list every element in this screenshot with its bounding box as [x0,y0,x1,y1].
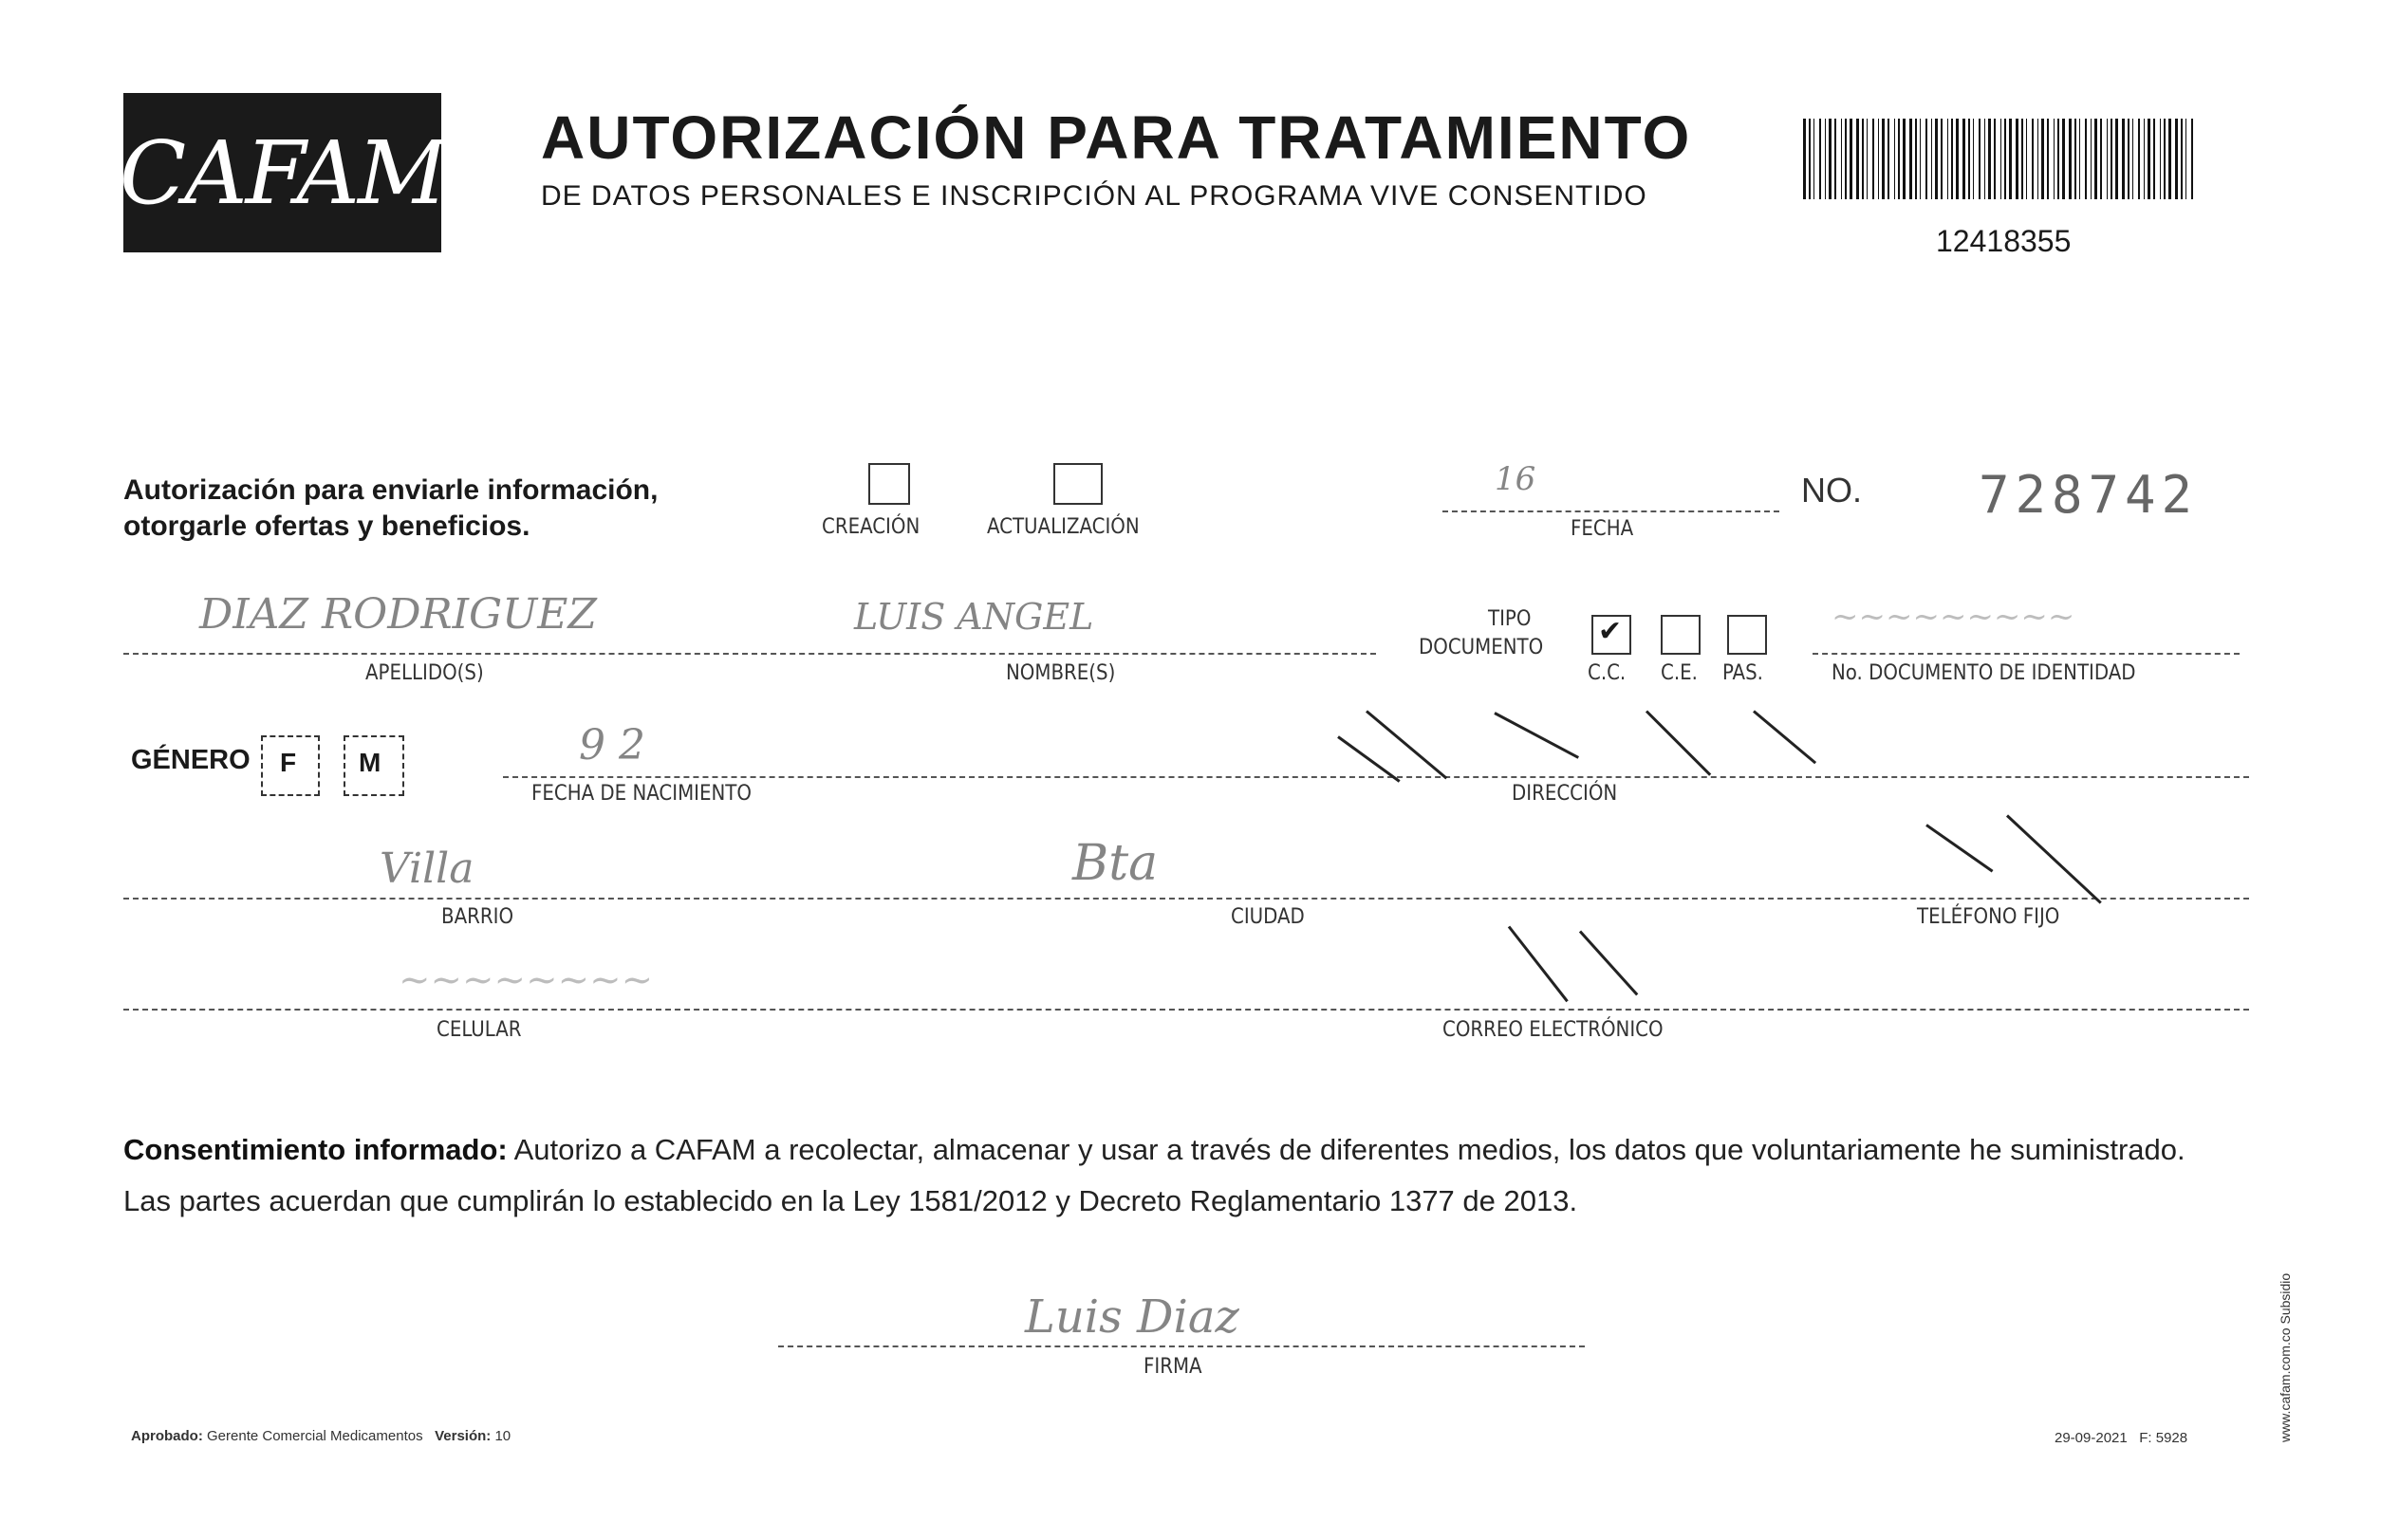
strike-mark [1579,930,1638,995]
footer-code: F: 5928 [2139,1430,2188,1446]
pas-checkbox[interactable] [1727,615,1767,655]
telefono-label: TELÉFONO FIJO [1917,905,2060,929]
celular-label: CELULAR [437,1018,522,1042]
direccion-label: DIRECCIÓN [1512,782,1618,806]
apellidos-label: APELLIDO(S) [365,661,484,685]
cc-check-icon: ✔ [1598,616,1623,647]
apellidos-value[interactable]: DIAZ RODRIGUEZ [199,590,597,639]
pas-label: PAS. [1722,661,1763,685]
tipo-label-2: DOCUMENTO [1419,636,1544,659]
intro-line-1: Autorización para enviarle información, [123,474,659,506]
actualizacion-checkbox[interactable] [1053,463,1103,505]
strike-mark [1753,710,1816,764]
numero-label: NO. [1801,471,1863,510]
consent-bold: Consentimiento informado: [123,1133,508,1166]
footer-date: 29-09-2021 [2055,1430,2128,1446]
form-subtitle: DE DATOS PERSONALES E INSCRIPCIÓN AL PROGRAMA VIVE CONSENTIDO [541,180,1647,212]
numero-value: 728742 [1979,465,2199,525]
form-title: AUTORIZACIÓN PARA TRATAMIENTO [541,103,1692,172]
barcode-number: 12418355 [1936,224,2072,258]
nombres-label: NOMBRE(S) [1006,661,1116,685]
consent-text-1: Autorizo a CAFAM a recolectar, almacenar y usar a través de diferentes medios, los datos que voluntariamente he suministrado. [507,1133,2185,1166]
aprobado-label: Aprobado: [131,1428,203,1444]
firma-value[interactable]: Luis Diaz [1025,1290,1239,1344]
fecha-line [1442,510,1779,512]
strike-mark [1508,926,1569,1003]
ciudad-value[interactable]: Bta [1072,835,1159,892]
footer-approval [131,1428,511,1444]
firma-label: FIRMA [1144,1355,1202,1379]
barcode-image [1803,119,2194,199]
strike-mark [1494,712,1579,759]
ce-label: C.E. [1661,661,1698,685]
ce-checkbox[interactable] [1661,615,1701,655]
genero-m-label: M [359,748,381,777]
barrio-label: BARRIO [441,905,514,929]
side-website-text: www.cafam.com.co Subsidio [2278,1272,2293,1442]
tipo-label-1: TIPO [1488,607,1532,631]
strike-mark [1925,824,1993,872]
footer-date-code [2055,1430,2187,1446]
aprobado-value: Gerente Comercial Medicamentos [207,1428,423,1444]
consent-text [123,1124,2249,1227]
genero-label: GÉNERO [131,745,251,775]
celular-value-redacted[interactable]: ~~~~~~~~ [399,958,654,1002]
cc-label: C.C. [1588,661,1627,685]
nombre-line [123,653,1376,655]
version-value: 10 [494,1428,511,1444]
intro-line-2: otorgarle ofertas y beneficios. [123,510,530,542]
version-label: Versión: [435,1428,492,1444]
nombres-value[interactable]: LUIS ANGEL [854,596,1094,638]
creacion-checkbox[interactable] [868,463,910,505]
documento-label: No. DOCUMENTO DE IDENTIDAD [1832,661,2136,685]
fecha-label: FECHA [1571,517,1634,541]
barrio-ciudad-telefono-line [123,898,2249,900]
consent-text-2: Las partes acuerdan que cumplirán lo establecido en la Ley 1581/2012 y Decreto Reglamentario 1377 de 2013. [123,1184,1578,1217]
documento-value-redacted[interactable]: ~~~~~~~~~ [1832,598,2075,636]
firma-line [778,1345,1585,1347]
nacimiento-value[interactable]: 9 2 [579,721,645,770]
nacimiento-direccion-line [503,776,2249,778]
documento-line [1813,653,2240,655]
ciudad-label: CIUDAD [1231,905,1305,929]
celular-correo-line [123,1009,2249,1011]
strike-mark [1646,710,1711,775]
barrio-value[interactable]: Villa [380,844,474,893]
creacion-label: CREACIÓN [822,515,921,539]
strike-mark [2006,814,2102,903]
cafam-logo: CAFAM [123,93,441,252]
correo-label: CORREO ELECTRÓNICO [1442,1018,1664,1042]
genero-f-label: F [280,748,297,777]
strike-mark [1366,710,1447,779]
actualizacion-label: ACTUALIZACIÓN [987,515,1140,539]
nacimiento-label: FECHA DE NACIMIENTO [531,782,752,806]
fecha-value[interactable]: 16 [1495,460,1536,498]
